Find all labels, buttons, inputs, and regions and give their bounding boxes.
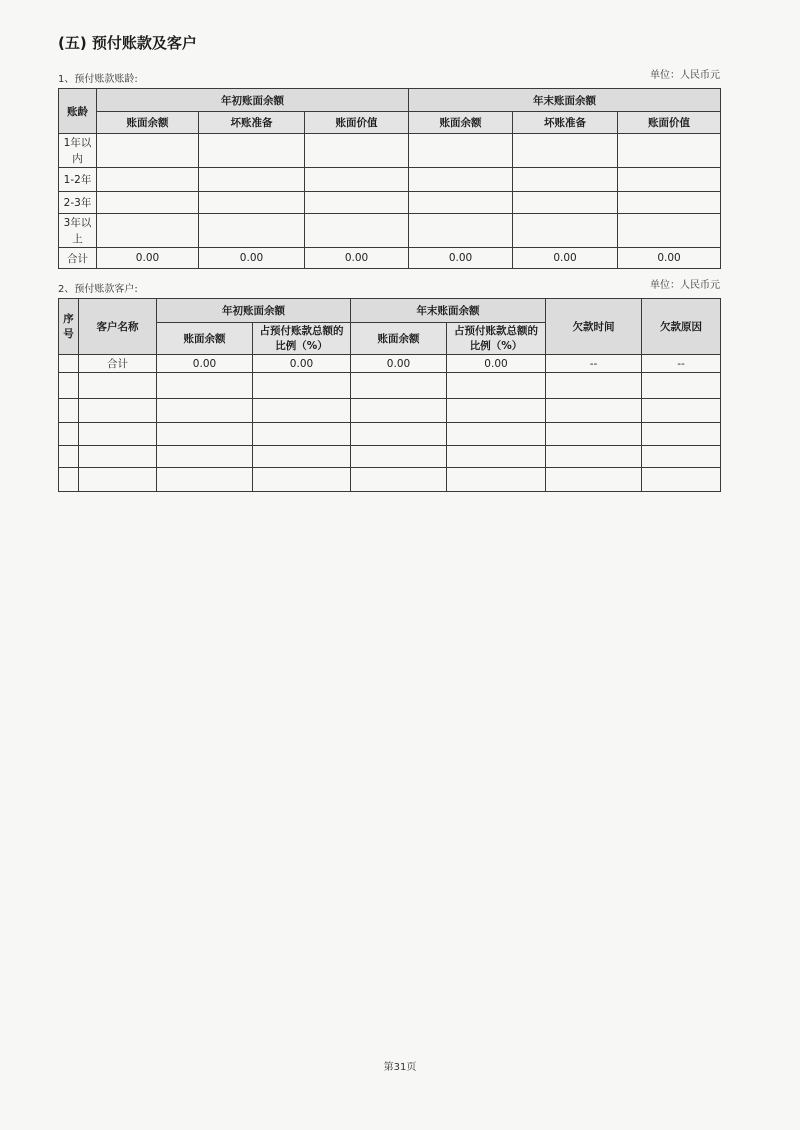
aging-table bbox=[58, 88, 721, 269]
table2-caption: 2、预付账款客户: bbox=[58, 284, 138, 295]
cell bbox=[97, 214, 199, 248]
total-row bbox=[59, 355, 721, 373]
cell bbox=[513, 168, 618, 192]
section-title: (五) 预付账款及客户 bbox=[58, 34, 197, 52]
table2-unit: 单位：人民币元 bbox=[650, 280, 720, 291]
cell bbox=[618, 134, 721, 168]
table-row bbox=[59, 468, 721, 492]
subheader: 坏账准备 bbox=[513, 112, 618, 134]
subheader: 账面余额 bbox=[157, 323, 253, 355]
total-row bbox=[59, 248, 721, 269]
cell bbox=[305, 168, 409, 192]
cell bbox=[618, 192, 721, 214]
row-label: 1-2年 bbox=[59, 168, 97, 192]
row-label: 3年以上 bbox=[59, 214, 97, 248]
table-row bbox=[59, 134, 721, 168]
cell bbox=[199, 192, 305, 214]
cell bbox=[409, 214, 513, 248]
subheader: 账面价值 bbox=[618, 112, 721, 134]
customer-name-header: 客户名称 bbox=[79, 299, 157, 355]
cell bbox=[305, 192, 409, 214]
cell bbox=[305, 134, 409, 168]
row-label: 1年以内 bbox=[59, 134, 97, 168]
total-cell: 0.00 bbox=[253, 355, 351, 373]
cell bbox=[97, 192, 199, 214]
total-cell: 0.00 bbox=[447, 355, 546, 373]
subheader: 账面余额 bbox=[409, 112, 513, 134]
table-row bbox=[59, 399, 721, 423]
cell bbox=[409, 134, 513, 168]
total-cell: 0.00 bbox=[305, 248, 409, 269]
total-cell: 0.00 bbox=[199, 248, 305, 269]
cell bbox=[618, 168, 721, 192]
row-label: 2-3年 bbox=[59, 192, 97, 214]
subheader: 账面余额 bbox=[97, 112, 199, 134]
seq-header: 序号 bbox=[59, 299, 79, 355]
total-cell: 0.00 bbox=[157, 355, 253, 373]
cell bbox=[618, 214, 721, 248]
begin-balance-header: 年初账面余额 bbox=[157, 299, 351, 323]
total-label: 合计 bbox=[79, 355, 157, 373]
cell bbox=[409, 192, 513, 214]
total-cell: 0.00 bbox=[513, 248, 618, 269]
customer-table bbox=[58, 298, 721, 492]
total-label: 合计 bbox=[59, 248, 97, 269]
subheader: 账面价值 bbox=[305, 112, 409, 134]
subheader: 占预付账款总额的比例（%） bbox=[447, 323, 546, 355]
arrears-time-header: 欠款时间 bbox=[546, 299, 642, 355]
page-number: 第31页 bbox=[383, 1062, 417, 1073]
subheader: 账面余额 bbox=[351, 323, 447, 355]
table-row bbox=[59, 373, 721, 399]
table1-unit: 单位：人民币元 bbox=[650, 70, 720, 81]
end-balance-header: 年末账面余额 bbox=[409, 89, 721, 112]
cell bbox=[513, 134, 618, 168]
subheader: 坏账准备 bbox=[199, 112, 305, 134]
total-cell: -- bbox=[642, 355, 721, 373]
table-row bbox=[59, 423, 721, 446]
cell bbox=[97, 134, 199, 168]
cell bbox=[513, 214, 618, 248]
end-balance-header: 年末账面余额 bbox=[351, 299, 546, 323]
table1-caption: 1、预付账款账龄: bbox=[58, 74, 138, 85]
arrears-reason-header: 欠款原因 bbox=[642, 299, 721, 355]
total-cell: 0.00 bbox=[409, 248, 513, 269]
cell bbox=[59, 355, 79, 373]
cell bbox=[305, 214, 409, 248]
table-row bbox=[59, 192, 721, 214]
table-row bbox=[59, 168, 721, 192]
cell bbox=[97, 168, 199, 192]
total-cell: 0.00 bbox=[618, 248, 721, 269]
total-cell: -- bbox=[546, 355, 642, 373]
cell bbox=[199, 214, 305, 248]
subheader: 占预付账款总额的比例（%） bbox=[253, 323, 351, 355]
total-cell: 0.00 bbox=[351, 355, 447, 373]
cell bbox=[199, 168, 305, 192]
begin-balance-header: 年初账面余额 bbox=[97, 89, 409, 112]
total-cell: 0.00 bbox=[97, 248, 199, 269]
cell bbox=[513, 192, 618, 214]
aging-header: 账龄 bbox=[59, 89, 97, 134]
table-row bbox=[59, 446, 721, 468]
cell bbox=[199, 134, 305, 168]
cell bbox=[409, 168, 513, 192]
table-row bbox=[59, 214, 721, 248]
